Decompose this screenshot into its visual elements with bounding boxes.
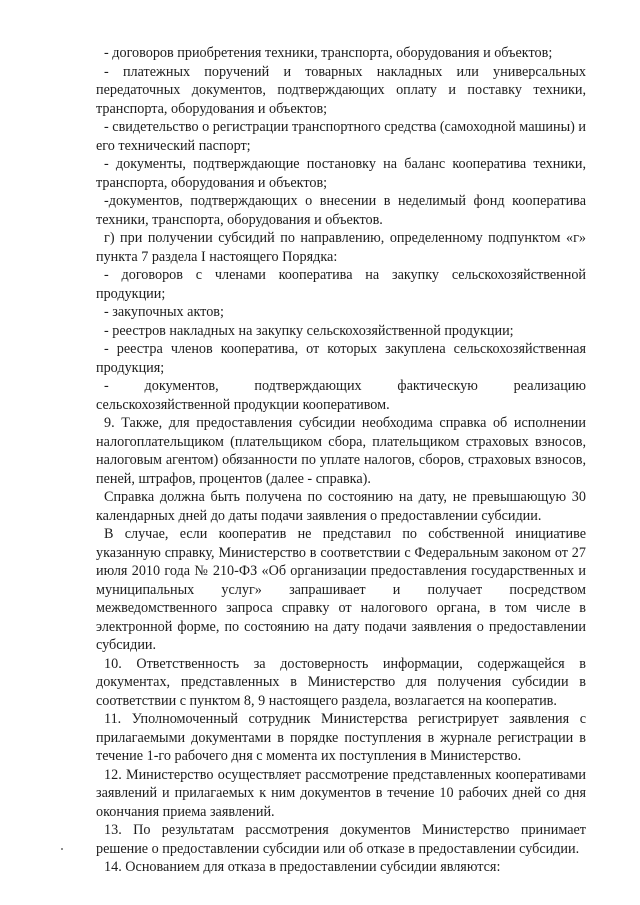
paragraph: - платежных поручений и товарных накладных или универсальных передаточных документов, подтверждающих оплату и поставку техники, транспорта, оборудования и объектов; — [96, 63, 586, 117]
paragraph: 10. Ответственность за достоверность информации, содержащейся в документах, представленных в Министерство для получения субсидии в соответствии с пунктом 8, 9 настоящего раздела, возлагается на кооператив. — [96, 655, 586, 709]
paragraph: Справка должна быть получена по состоянию на дату, не превышающую 30 календарных дней до даты подачи заявления о предоставлении субсидии. — [96, 489, 586, 524]
paragraph: - документы, подтверждающие постановку на баланс кооператива техники, транспорта, оборудования и объектов; — [96, 156, 586, 191]
paragraph: 14. Основанием для отказа в предоставлении субсидии являются: — [104, 859, 501, 875]
paragraph: - закупочных актов; — [104, 304, 224, 320]
paragraph: - договоров приобретения техники, транспорта, оборудования и объектов; — [104, 45, 553, 61]
paragraph: 11. Уполномоченный сотрудник Министерства регистрирует заявления с прилагаемыми документами в порядке поступления в журнале регистрации в течение 1-го рабочего дня с момента их поступления в Министерство. — [96, 711, 586, 764]
paragraph: 13. По результатам рассмотрения документов Министерство принимает решение о предоставлении субсидии или об отказе в предоставлении субсидии. — [96, 822, 586, 857]
paragraph: - договоров с членами кооператива на закупку сельскохозяйственной продукции; — [96, 267, 586, 302]
paragraph: - реестров накладных на закупку сельскохозяйственной продукции; — [104, 322, 514, 339]
scan-speck — [61, 848, 63, 850]
document-body — [96, 44, 586, 877]
paragraph: - реестра членов кооператива, от которых закуплена сельскохозяйственная продукция; — [96, 341, 586, 376]
paragraph: - документов, подтверждающих фактическую реализацию сельскохозяйственной продукции кооперативом. — [96, 378, 586, 413]
paragraph: 9. Также, для предоставления субсидии необходима справка об исполнении налогоплательщиком (плательщиком сбора, плательщиком страховых взносов, налоговым агентом) обязанности по уплате налогов, сборов, страховых взносов, пеней, штрафов, процентов (далее - справка). — [96, 415, 586, 487]
paragraph: - свидетельство о регистрации транспортного средства (самоходной машины) и его технический паспорт; — [96, 119, 586, 154]
paragraph: 12. Министерство осуществляет рассмотрение представленных кооперативами заявлений и прилагаемых к ним документов в течение 10 рабочих дней со дня окончания приема заявлений. — [96, 766, 586, 820]
paragraph: В случае, если кооператив не представил по собственной инициативе указанную справку, Министерство в соответствии с Федеральным законом от 27 июля 2010 года № 210-ФЗ «Об организации предоставления государственных и муниципальных услуг» запрашивает и получает посредством межведомственного запроса справку от налогового органа, в том числе в электронной форме, по состоянию на дату подачи заявления о предоставлении субсидии. — [96, 526, 586, 653]
paragraph: г) при получении субсидий по направлению, определенному подпунктом «г» пункта 7 раздела I настоящего Порядка: — [96, 230, 586, 265]
paragraph: -документов, подтверждающих о внесении в неделимый фонд кооператива техники, транспорта, оборудования и объектов. — [96, 193, 586, 228]
